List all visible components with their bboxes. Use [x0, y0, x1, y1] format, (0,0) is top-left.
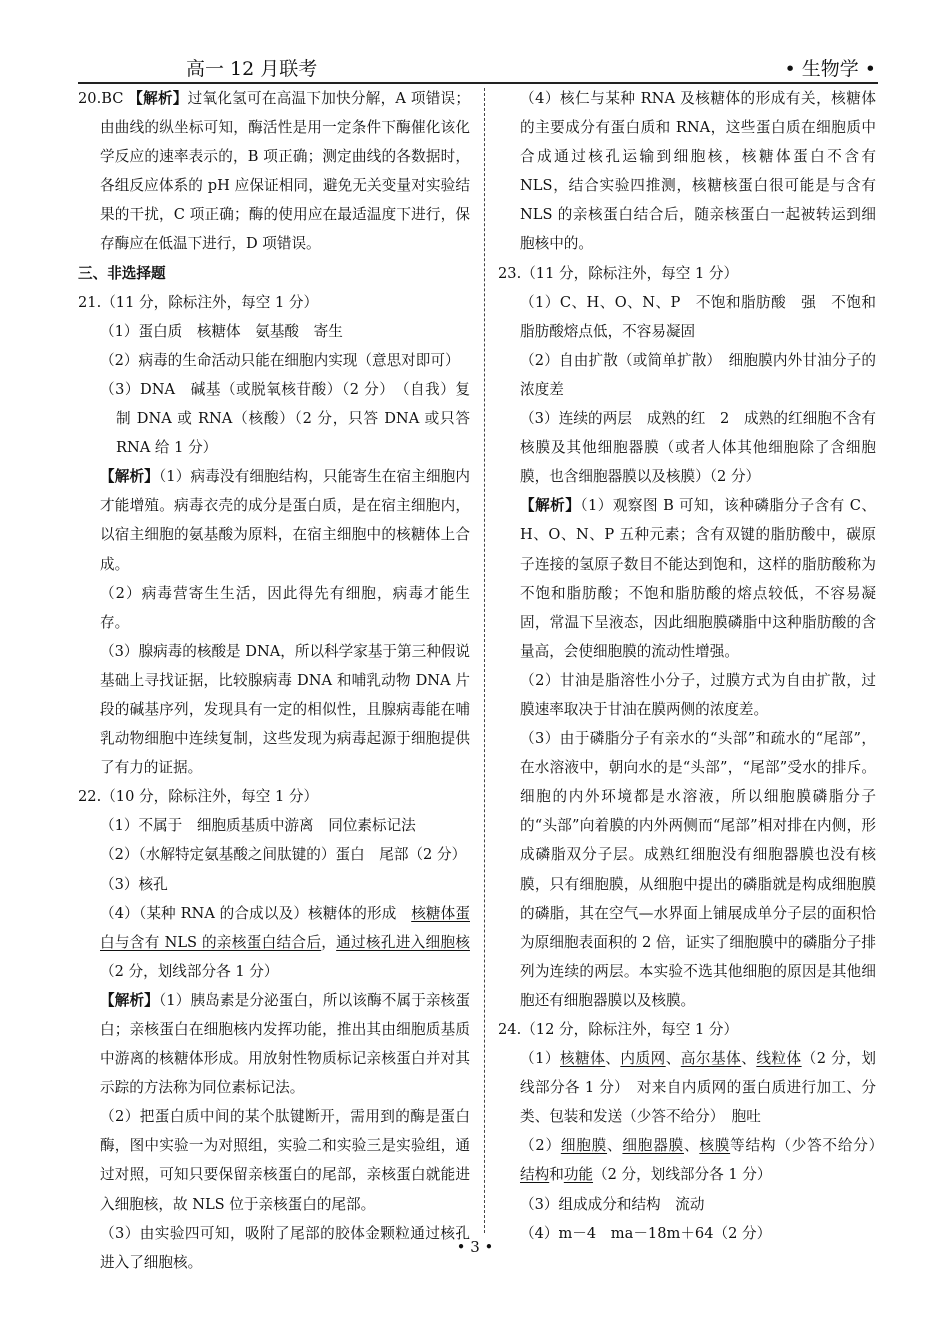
- underlined-key-point: 结构: [520, 1166, 550, 1184]
- separator: 、: [605, 1050, 621, 1068]
- q22-a4-text: （4）（某种 RNA 的合成以及）核糖体的形成: [100, 904, 412, 922]
- separator: 、: [665, 1050, 681, 1068]
- q23-answer-1: （1）C、H、O、N、P 不饱和脂肪酸 强 不饱和脂肪酸熔点低，不容易凝固: [520, 293, 876, 340]
- q24-a1-rest: （2 分，划线部分各 1 分） 对来自内质网的蛋白质进行加工、分类、包装和发送（少答不给分） 胞吐: [520, 1050, 876, 1126]
- q24-answer-4: （4）m－4 ma－18m＋64（2 分）: [520, 1224, 772, 1242]
- analysis-tag: 【解析】: [520, 497, 581, 515]
- q21-analysis-1: [78, 462, 470, 578]
- q21-analysis-2: （2）病毒营寄生生活，因此得先有细胞，病毒才能生存。: [100, 584, 470, 631]
- q20-number: 20.BC: [78, 90, 129, 107]
- underlined-key-point: 高尔基体: [680, 1050, 742, 1068]
- separator: 、: [607, 1137, 623, 1155]
- question-22-heading: 22.（10 分，除标注外，每空 1 分）: [78, 788, 319, 806]
- question-24-heading: 24.（12 分，除标注外，每空 1 分）: [498, 1021, 739, 1038]
- right-column: [498, 84, 891, 1248]
- underlined-key-point: 核糖体: [560, 1050, 606, 1068]
- q24-answer-3: （3）组成成分和结构 流动: [520, 1195, 705, 1213]
- q21-answer-1: （1）蛋白质 核糖体 氨基酸 寄生: [100, 322, 343, 340]
- question-21-heading: 21.（11 分，除标注外，每空 1 分）: [78, 293, 319, 311]
- q23-analysis-1-text: （1）观察图 B 可知，该种磷脂分子含有 C、H、O、N、P 五种元素；含有双键的脂肪酸中，碳原子连接的氢原子数目不能达到饱和，这样的脂肪酸称为不饱和脂肪酸；不饱和脂肪酸的熔点较低，不容易凝固，常温下呈液态，因此细胞膜磷脂中这种脂肪酸的含量高，会使细胞膜的流动性增强。: [520, 497, 876, 660]
- underlined-key-point: 细胞膜: [560, 1137, 608, 1155]
- q22-answer-2: （2）（水解特定氨基酸之间肽键的）蛋白 尾部（2 分）: [100, 846, 467, 864]
- q23-analysis-2: （2）甘油是脂溶性小分子，过膜方式为自由扩散，过膜速率取决于甘油在膜两侧的浓度差。: [520, 671, 876, 718]
- underlined-key-point: 核膜: [699, 1137, 731, 1155]
- q22-answer-4: [78, 899, 470, 986]
- section-heading: 三、非选择题: [78, 264, 166, 282]
- q23-answer-2: （2）自由扩散（或简单扩散） 细胞膜内外甘油分子的浓度差: [520, 351, 876, 398]
- q22-answer-1: （1）不属于 细胞质基质中游离 同位素标记法: [100, 817, 416, 835]
- underlined-key-point: 核糖体蛋白与含有 NLS 的亲核蛋白结合后: [100, 904, 470, 951]
- underlined-key-point: 内质网: [620, 1050, 666, 1068]
- q21-analysis-1-text: （1）病毒没有细胞结构，只能寄生在宿主细胞内才能增殖。病毒衣壳的成分是蛋白质，是在宿主细胞内，以宿主细胞的氨基酸为原料，在宿主细胞中的核糖体上合成。: [100, 468, 470, 573]
- underlined-key-point: 细胞器膜: [622, 1137, 684, 1155]
- q20-analysis: 过氧化氢可在高温下加快分解，A 项错误；由曲线的纵坐标可知，酶活性是用一定条件下酶催化该化学反应的速率表示的，B 项正确；测定曲线的各数据时，各组反应体系的 pH 应保证相同，避免无关变量对实验结果的干扰，C 项正确；酶的使用应在最适温度下进行，保存酶应在低温下进行，D 项错误。: [100, 90, 470, 253]
- q24-a2-num: （2）: [520, 1137, 561, 1155]
- q22-analysis-4: （4）核仁与某种 RNA 及核糖体的形成有关，核糖体的主要成分有蛋白质和 RNA，这些蛋白质在细胞质中合成通过核孔运输到细胞核，核糖体蛋白不含有 NLS，结合实验四推测，核糖核蛋白很可能是与含有 NLS 的亲核蛋白结合后，随亲核蛋白一起被转运到细胞核中的。: [520, 90, 876, 253]
- q21-analysis-3: （3）腺病毒的核酸是 DNA，所以科学家基于第三种假说基础上寻找证据，比较腺病毒 DNA 和哺乳动物 DNA 片段的碱基序列，发现具有一定的相似性，且腺病毒能在哺乳动物细胞中连续复制，这些发现为病毒起源于细胞提供了有力的证据。: [100, 642, 470, 777]
- q21-answer-3: （3）DNA 碱基（或脱氧核苷酸）（2 分） （自我）复制 DNA 或 RNA（核酸）（2 分，只答 DNA 或只答 RNA 给 1 分）: [100, 380, 470, 457]
- subject-label: • 生物学 •: [784, 58, 876, 80]
- separator: 和: [549, 1166, 564, 1184]
- underlined-key-point: 线粒体: [756, 1050, 802, 1068]
- question-23-heading: 23.（11 分，除标注外，每空 1 分）: [498, 264, 739, 282]
- q22-a4-score: （2 分，划线部分各 1 分）: [100, 962, 279, 980]
- analysis-tag: 【解析】: [128, 90, 188, 107]
- q24-a2-mid: 等结构（少答不给分）: [730, 1137, 891, 1155]
- q22-analysis-1-text: （1）胰岛素是分泌蛋白，所以该酶不属于亲核蛋白；亲核蛋白在细胞核内发挥功能，推出其由细胞质基质中游离的核糖体形成。用放射性物质标记亲核蛋白并对其示踪的方法称为同位素标记法。: [100, 991, 470, 1097]
- q24-answer-1: [498, 1044, 876, 1131]
- q22-a4-sep: ，: [321, 933, 337, 951]
- separator: 、: [741, 1050, 757, 1068]
- q23-analysis-3: （3）由于磷脂分子有亲水的“头部”和疏水的“尾部”，在水溶液中，朝向水的是“头部”，“尾部”受水的排斥。细胞的内外环境都是水溶液，所以细胞膜磷脂分子的“头部”向着膜的内外两侧而“尾部”相对排在内侧，形成磷脂双分子层。成熟红细胞没有细胞器膜也没有核膜，只有细胞膜，从细胞中提出的磷脂就是构成细胞膜的磷脂，其在空气—水界面上铺展成单分子层的面积恰为原细胞表面积的 2 倍，证实了细胞膜中的磷脂分子排列为连续的两层。本实验不选其他细胞的原因是其他细胞还有细胞器膜以及核膜。: [520, 730, 876, 1009]
- q23-answer-3: （3）连续的两层 成熟的红 2 成熟的红细胞不含有核膜及其他细胞器膜（或者人体其他细胞除了含细胞膜，也含细胞器膜以及核膜）（2 分）: [520, 410, 876, 486]
- underlined-key-point: 功能: [563, 1166, 594, 1184]
- column-divider: [484, 88, 485, 1233]
- underlined-key-point: 通过核孔进入细胞核: [336, 933, 470, 951]
- q24-a2-score: （2 分，划线部分各 1 分）: [593, 1166, 772, 1184]
- q21-answer-2: （2）病毒的生命活动只能在细胞内实现（意思对即可）: [100, 351, 460, 369]
- left-column: [78, 84, 470, 1277]
- q23-analysis-1: [498, 491, 876, 666]
- question-20-answer: [78, 84, 470, 259]
- analysis-tag: 【解析】: [100, 468, 159, 486]
- page-header: [78, 52, 878, 84]
- q22-answer-3: （3）核孔: [100, 875, 168, 893]
- page-number: • 3 •: [456, 1238, 494, 1256]
- analysis-tag: 【解析】: [100, 991, 159, 1009]
- q24-a1-num: （1）: [520, 1050, 560, 1068]
- q22-analysis-2: （2）把蛋白质中间的某个肽键断开，需用到的酶是蛋白酶，图中实验一为对照组，实验二和实验三是实验组，通过对照，可知只要保留亲核蛋白的尾部，亲核蛋白就能进入细胞核，故 NLS 位于亲核蛋白的尾部。: [100, 1108, 470, 1213]
- exam-title: 高一 12 月联考: [186, 58, 318, 80]
- q24-answer-2: [498, 1131, 891, 1189]
- separator: 、: [683, 1137, 700, 1155]
- q22-analysis-1: [78, 986, 470, 1102]
- q22-analysis-3: （3）由实验四可知，吸附了尾部的胶体金颗粒通过核孔进入了细胞核。: [100, 1224, 470, 1271]
